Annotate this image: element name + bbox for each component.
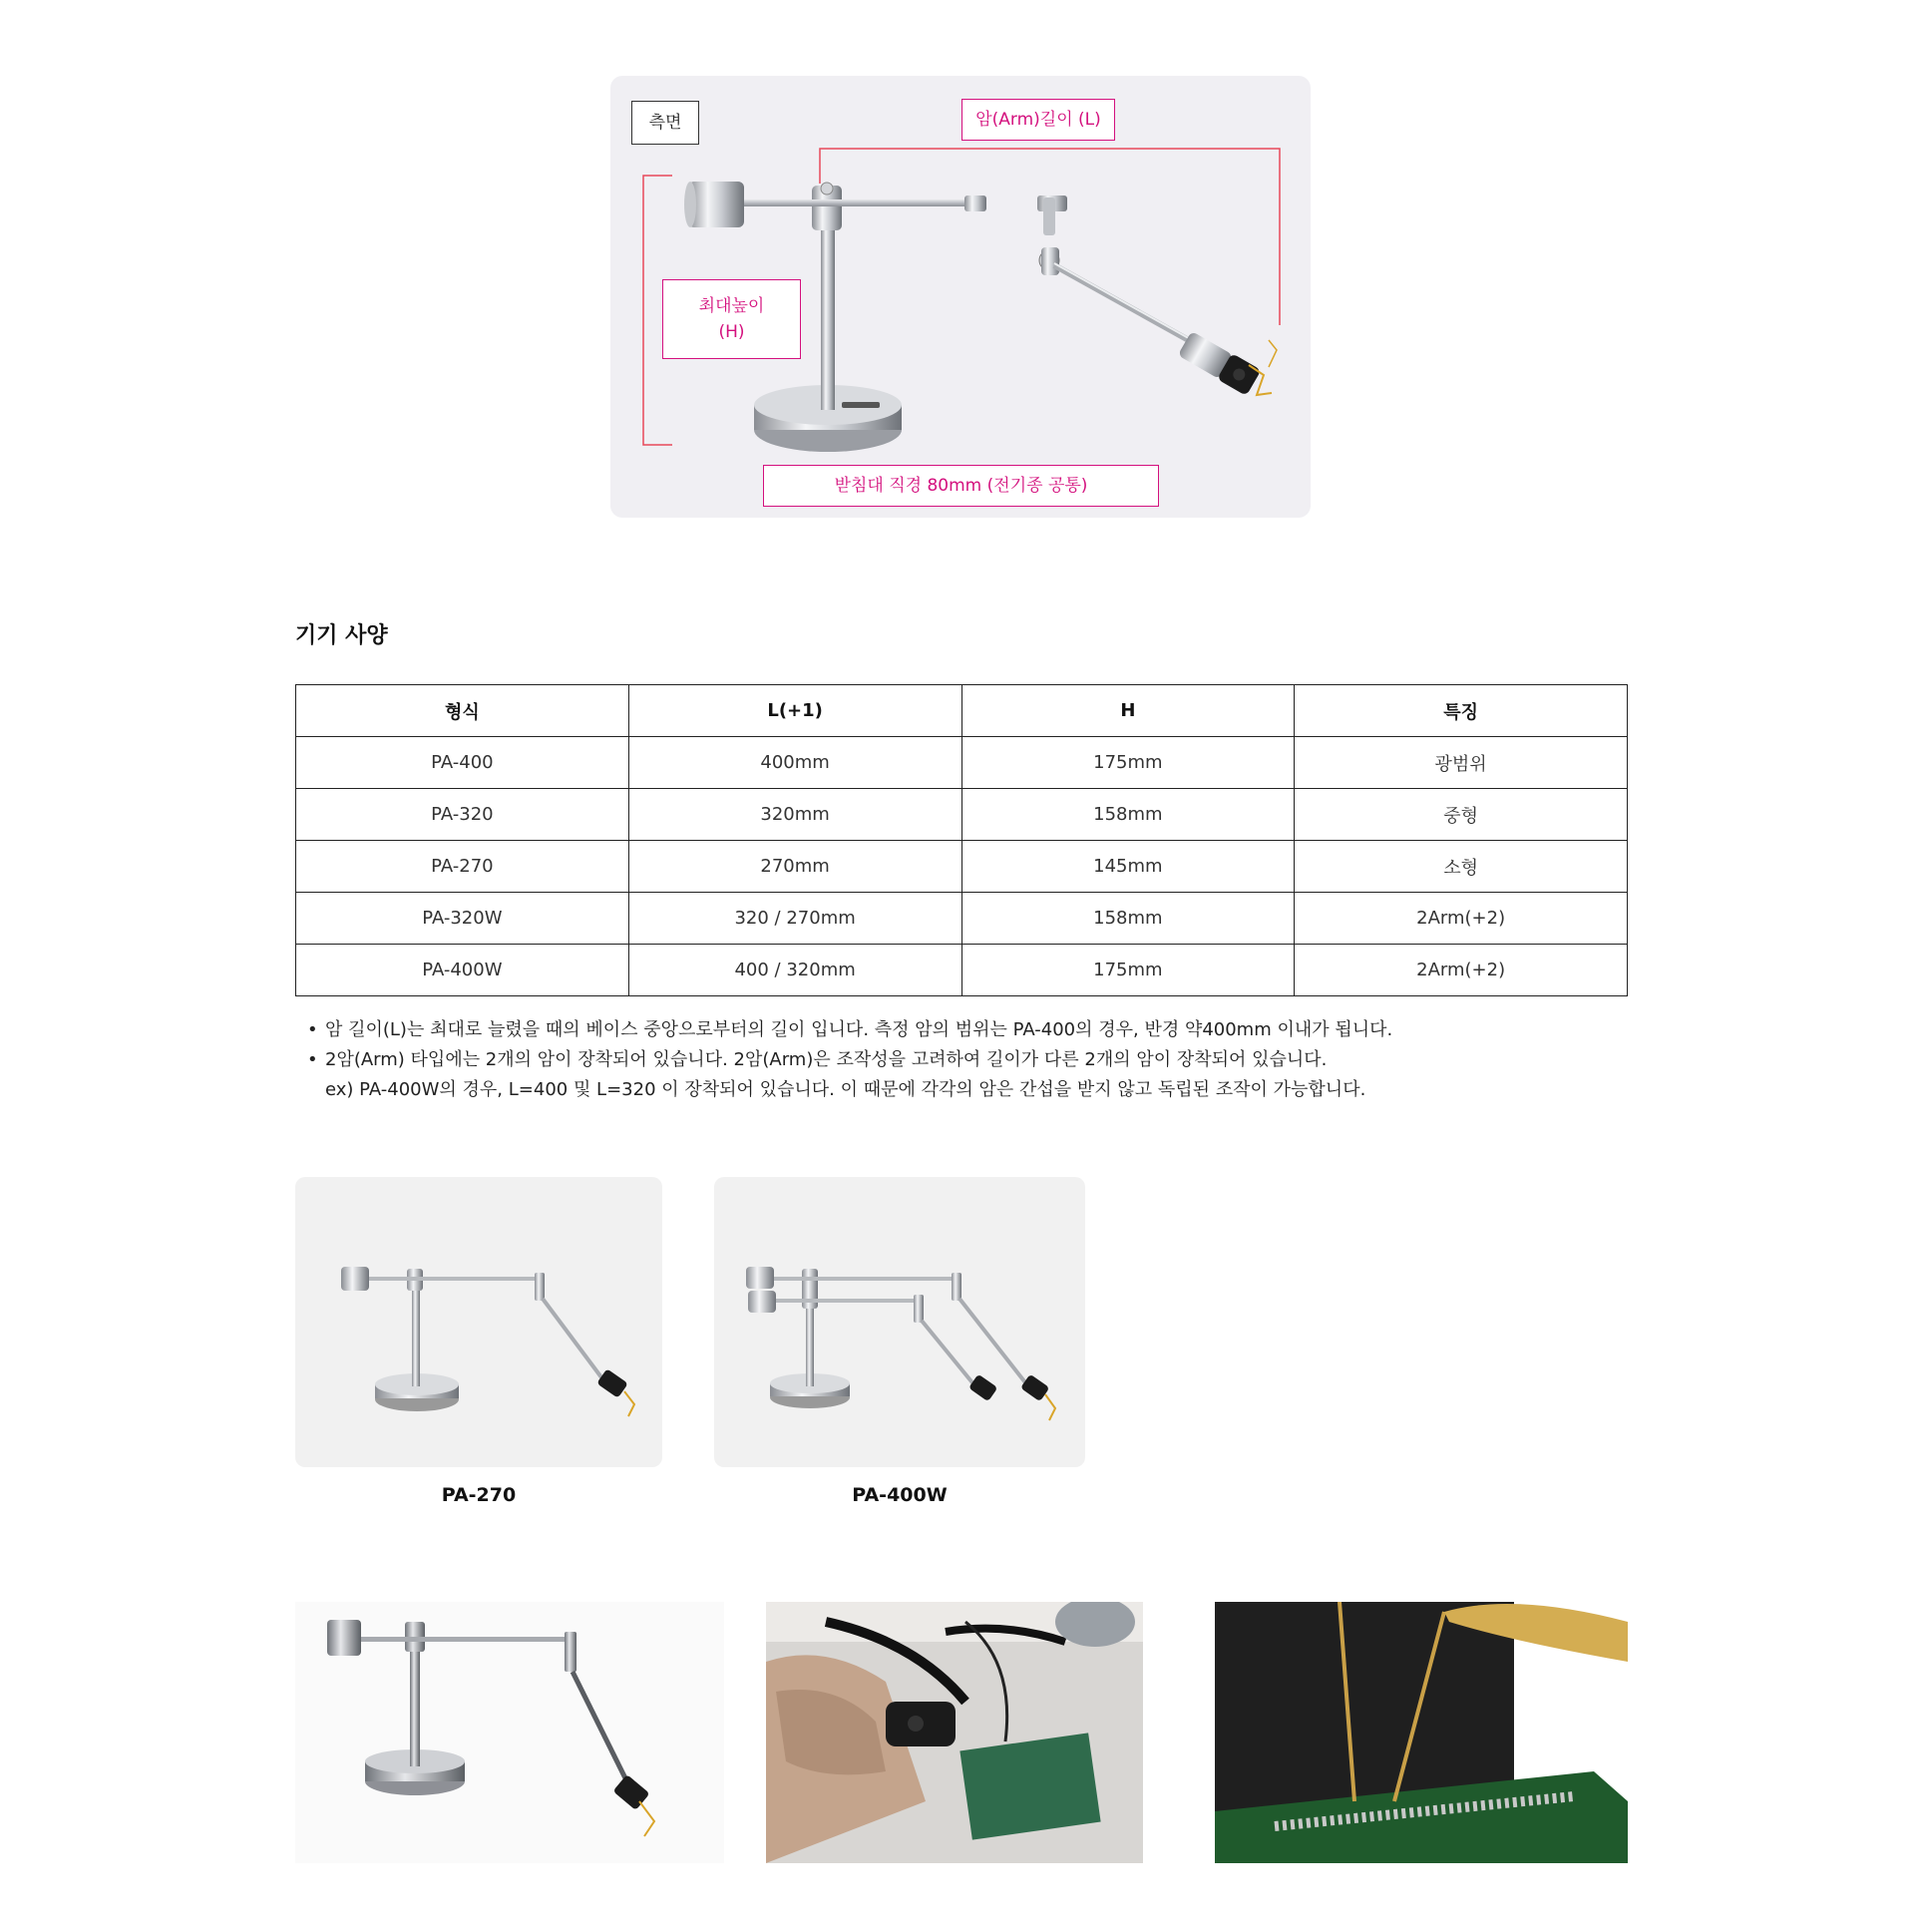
arm-length-label: 암(Arm)길이 (L) (961, 99, 1115, 141)
cell-feature: 2Arm(+2) (1295, 945, 1628, 996)
cell-model: PA-320 (296, 789, 629, 841)
gallery-photo-product (295, 1602, 724, 1863)
note-text: 2암(Arm) 타입에는 2개의 암이 장착되어 있습니다. 2암(Arm)은 조작성을 고려하여 길이가 다른 2개의 암이 장착되어 있습니다. (325, 1049, 1328, 1070)
table-row (296, 945, 1628, 996)
max-height-label-line2: (H) (718, 322, 745, 342)
note-item-continuation (307, 1075, 1392, 1105)
cell-feature: 소형 (1295, 841, 1628, 893)
cell-model: PA-400W (296, 945, 629, 996)
pa-400w-image (714, 1177, 1085, 1467)
table-row (296, 841, 1628, 893)
cell-arm-length: 270mm (628, 841, 961, 893)
product-side-diagram (610, 76, 1311, 518)
cell-feature: 중형 (1295, 789, 1628, 841)
probe-arm-photo (295, 1602, 724, 1863)
cell-height: 158mm (961, 893, 1295, 945)
product-photo-pa-400w (714, 1177, 1085, 1467)
bullet-icon: • (307, 1049, 318, 1070)
spec-table (295, 684, 1628, 996)
probe-in-use-photo (766, 1602, 1143, 1863)
max-height-label-line1: 최대높이 (698, 296, 765, 316)
max-height-label (662, 279, 801, 359)
arm-length-dimension-line (820, 149, 1280, 325)
spec-notes (307, 1015, 1392, 1105)
cell-model: PA-320W (296, 893, 629, 945)
cell-height: 175mm (961, 945, 1295, 996)
chip-probe-closeup-photo (1215, 1602, 1628, 1863)
cell-model: PA-400 (296, 737, 629, 789)
cell-arm-length: 320mm (628, 789, 961, 841)
header-height: H (961, 685, 1295, 737)
product-photo-pa-270 (295, 1177, 662, 1467)
note-text: ex) PA-400W의 경우, L=400 및 L=320 이 장착되어 있습니다. 이 때문에 각각의 암은 간섭을 받지 않고 독립된 조작이 가능합니다. (325, 1079, 1366, 1100)
side-view-label: 측면 (631, 101, 699, 145)
cell-arm-length: 320 / 270mm (628, 893, 961, 945)
product-caption: PA-400W (852, 1484, 948, 1506)
table-row (296, 737, 1628, 789)
header-feature: 특징 (1295, 685, 1628, 737)
cell-feature: 광범위 (1295, 737, 1628, 789)
spec-section-title: 기기 사양 (295, 623, 388, 648)
cell-height: 145mm (961, 841, 1295, 893)
gallery-photo-in-use (766, 1602, 1143, 1863)
note-text: 암 길이(L)는 최대로 늘렸을 때의 베이스 중앙으로부터의 길이 입니다. 측정 암의 범위는 PA-400의 경우, 반경 약400mm 이내가 됩니다. (325, 1019, 1393, 1040)
pa-270-image (295, 1177, 662, 1467)
cell-model: PA-270 (296, 841, 629, 893)
cell-arm-length: 400 / 320mm (628, 945, 961, 996)
note-item (307, 1015, 1392, 1045)
note-item (307, 1045, 1392, 1075)
cell-height: 158mm (961, 789, 1295, 841)
cell-height: 175mm (961, 737, 1295, 789)
bullet-icon: • (307, 1019, 318, 1040)
horizontal-arm (730, 199, 969, 206)
cell-arm-length: 400mm (628, 737, 961, 789)
counterweight (688, 182, 744, 227)
table-row (296, 893, 1628, 945)
header-arm-length: L(+1) (628, 685, 961, 737)
table-row (296, 789, 1628, 841)
gallery-photo-chip-closeup (1215, 1602, 1628, 1863)
table-header-row (296, 685, 1628, 737)
vertical-pole (821, 215, 835, 410)
base-diameter-label: 받침대 직경 80mm (전기종 공통) (763, 465, 1159, 507)
cell-feature: 2Arm(+2) (1295, 893, 1628, 945)
product-caption: PA-270 (441, 1484, 517, 1506)
header-model: 형식 (296, 685, 629, 737)
